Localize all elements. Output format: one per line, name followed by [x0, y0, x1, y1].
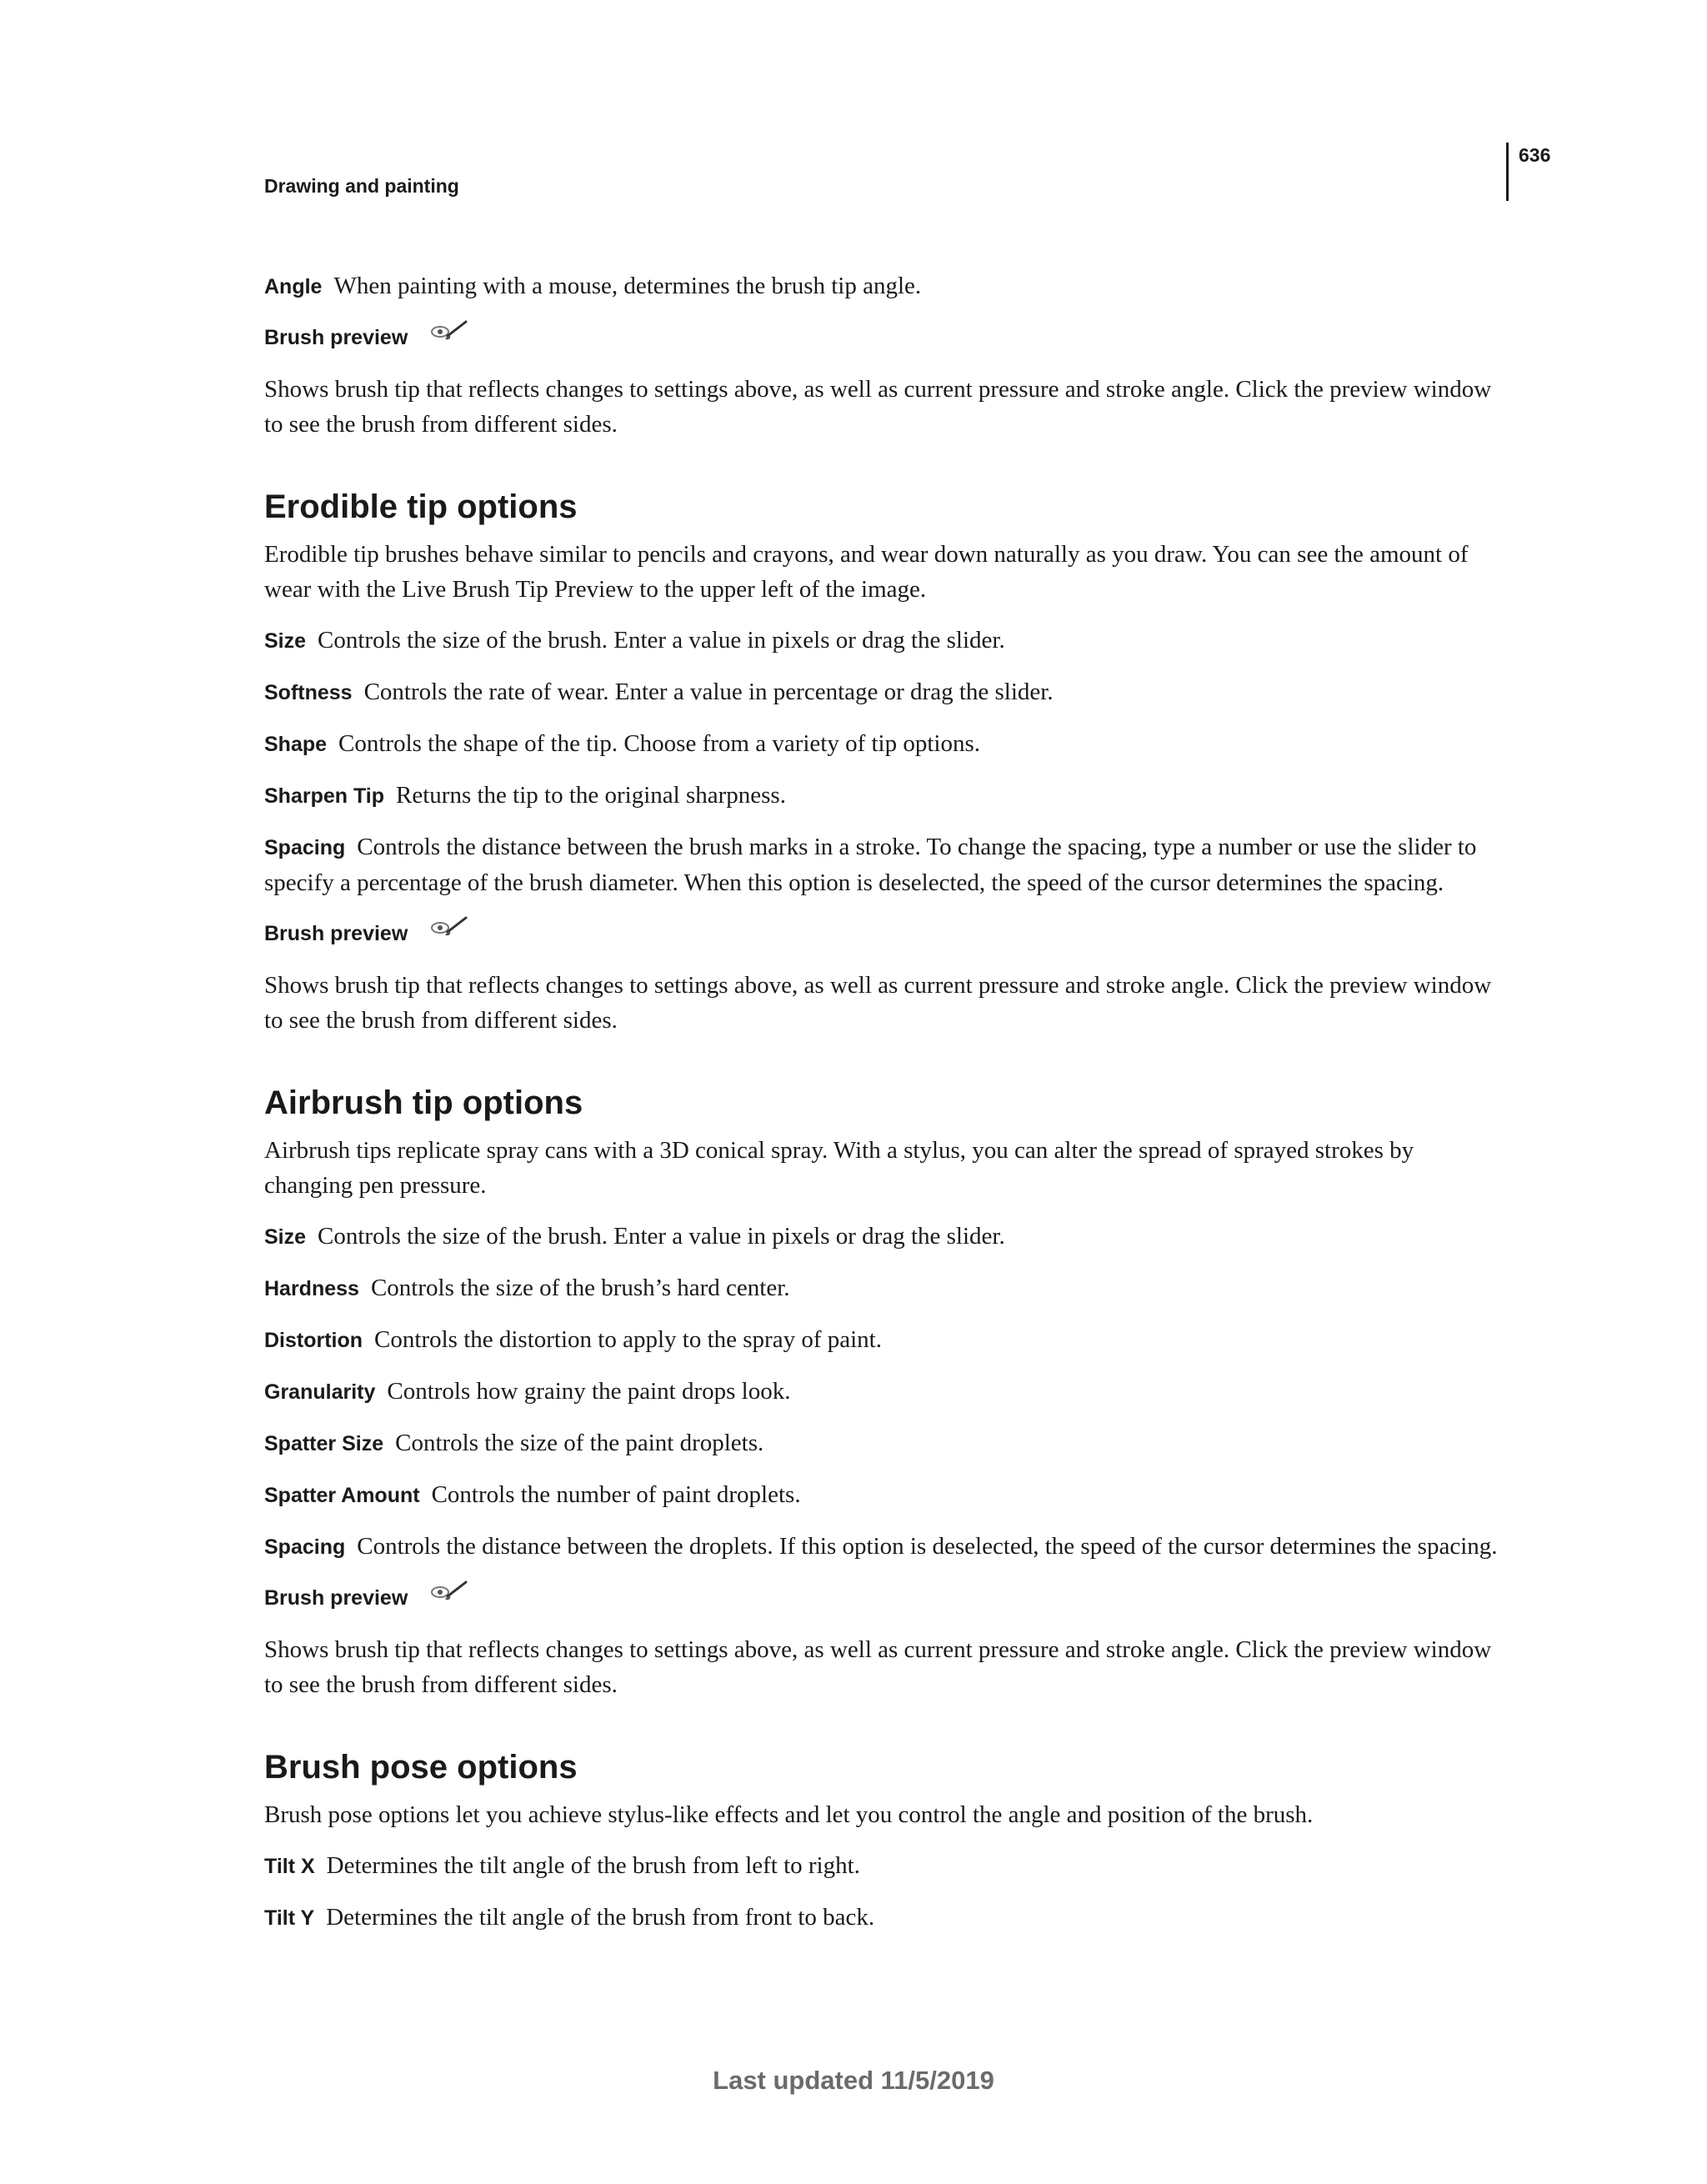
- brush-preview-label: Brush preview: [264, 921, 408, 945]
- term-label: Size: [264, 1225, 307, 1249]
- eye-brush-icon: [431, 915, 469, 937]
- term-shape: [264, 726, 1498, 762]
- brush-preview-label: Brush preview: [264, 1585, 408, 1610]
- term-label: Spacing: [264, 1535, 346, 1559]
- term-description: Controls the shape of the tip. Choose from a variety of tip options.: [338, 730, 981, 757]
- term-description: Controls the size of the brush. Enter a value in pixels or drag the slider.: [318, 1223, 1005, 1250]
- page-number-rule: [1506, 143, 1509, 201]
- eye-brush-icon: [431, 319, 469, 341]
- term-granularity: [264, 1374, 1498, 1410]
- section-intro: Airbrush tips replicate spray cans with a 3D conical spray. With a stylus, you can alter the spread of sprayed strokes by changing pen pressure.: [264, 1137, 1414, 1199]
- term-sharpen-tip: [264, 778, 1498, 814]
- term-description: Controls the distortion to apply to the spray of paint.: [374, 1326, 882, 1353]
- page-number: 636: [1519, 144, 1551, 166]
- term-description: Determines the tilt angle of the brush from left to right.: [326, 1852, 860, 1879]
- heading-brush-pose-options: Brush pose options: [264, 1749, 578, 1786]
- term-description: Controls the distance between the brush marks in a stroke. To change the spacing, type a number or use the slider to specify a percentage of the brush diameter. When this option is deselected, the speed of the cursor determines the spacing.: [264, 834, 1477, 896]
- running-header: Drawing and painting: [264, 175, 459, 197]
- term-description: Controls the rate of wear. Enter a value in percentage or drag the slider.: [363, 679, 1054, 705]
- brush-preview-row: [264, 1580, 1498, 1615]
- brush-preview-row: [264, 320, 1498, 355]
- term-label: Granularity: [264, 1380, 376, 1404]
- eye-brush-icon: [431, 1580, 469, 1601]
- brush-preview-label: Brush preview: [264, 325, 408, 349]
- term-description: Controls the size of the paint droplets.: [395, 1430, 764, 1456]
- term-distortion: [264, 1322, 1498, 1358]
- term-description: Controls the size of the brush. Enter a value in pixels or drag the slider.: [318, 627, 1005, 654]
- term-label: Spacing: [264, 836, 346, 859]
- term-size: [264, 1219, 1498, 1255]
- term-description: Controls the number of paint droplets.: [431, 1481, 801, 1508]
- heading-erodible-tip-options: Erodible tip options: [264, 488, 578, 525]
- term-description: Controls the size of the brush’s hard center.: [370, 1275, 790, 1301]
- term-label: Size: [264, 629, 307, 653]
- brush-preview-description: Shows brush tip that reflects changes to settings above, as well as current pressure and stroke angle. Click the preview window to see the brush from different sides.: [264, 1636, 1492, 1698]
- term-description: Controls the distance between the droplets. If this option is deselected, the speed of the cursor determines the spacing.: [357, 1533, 1498, 1560]
- term-spacing: [264, 829, 1498, 900]
- term-description: When painting with a mouse, determines the brush tip angle.: [333, 273, 922, 299]
- term-label: Sharpen Tip: [264, 784, 385, 808]
- term-spacing: [264, 1529, 1498, 1565]
- term-label: Hardness: [264, 1277, 359, 1300]
- term-label: Distortion: [264, 1329, 363, 1352]
- last-updated-footer: Last updated 11/5/2019: [713, 2066, 994, 2095]
- term-size: [264, 623, 1498, 659]
- term-spatter-amount: [264, 1477, 1498, 1513]
- term-angle: [264, 268, 1498, 304]
- term-spatter-size: [264, 1425, 1498, 1461]
- term-tilt-x: [264, 1848, 1498, 1884]
- term-hardness: [264, 1270, 1498, 1306]
- page-body: [264, 268, 1498, 1951]
- term-label: Angle: [264, 275, 323, 298]
- term-description: Controls how grainy the paint drops look.: [387, 1378, 791, 1405]
- term-description: Determines the tilt angle of the brush from front to back.: [326, 1904, 875, 1931]
- term-tilt-y: [264, 1900, 1498, 1936]
- heading-airbrush-tip-options: Airbrush tip options: [264, 1084, 583, 1121]
- term-label: Spatter Size: [264, 1432, 384, 1455]
- term-label: Spatter Amount: [264, 1484, 420, 1507]
- brush-preview-description: Shows brush tip that reflects changes to settings above, as well as current pressure and stroke angle. Click the preview window to see the brush from different sides.: [264, 376, 1492, 438]
- term-label: Softness: [264, 681, 353, 704]
- brush-preview-description: Shows brush tip that reflects changes to settings above, as well as current pressure and stroke angle. Click the preview window to see the brush from different sides.: [264, 972, 1492, 1034]
- section-intro: Brush pose options let you achieve stylus-like effects and let you control the angle and position of the brush.: [264, 1801, 1314, 1828]
- term-description: Returns the tip to the original sharpness.: [396, 782, 786, 809]
- term-label: Shape: [264, 733, 328, 756]
- term-label: Tilt X: [264, 1855, 315, 1878]
- term-softness: [264, 674, 1498, 710]
- term-label: Tilt Y: [264, 1906, 315, 1930]
- brush-preview-row: [264, 916, 1498, 951]
- section-intro: Erodible tip brushes behave similar to pencils and crayons, and wear down naturally as you draw. You can see the amount of wear with the Live Brush Tip Preview to the upper left of the image.: [264, 541, 1469, 603]
